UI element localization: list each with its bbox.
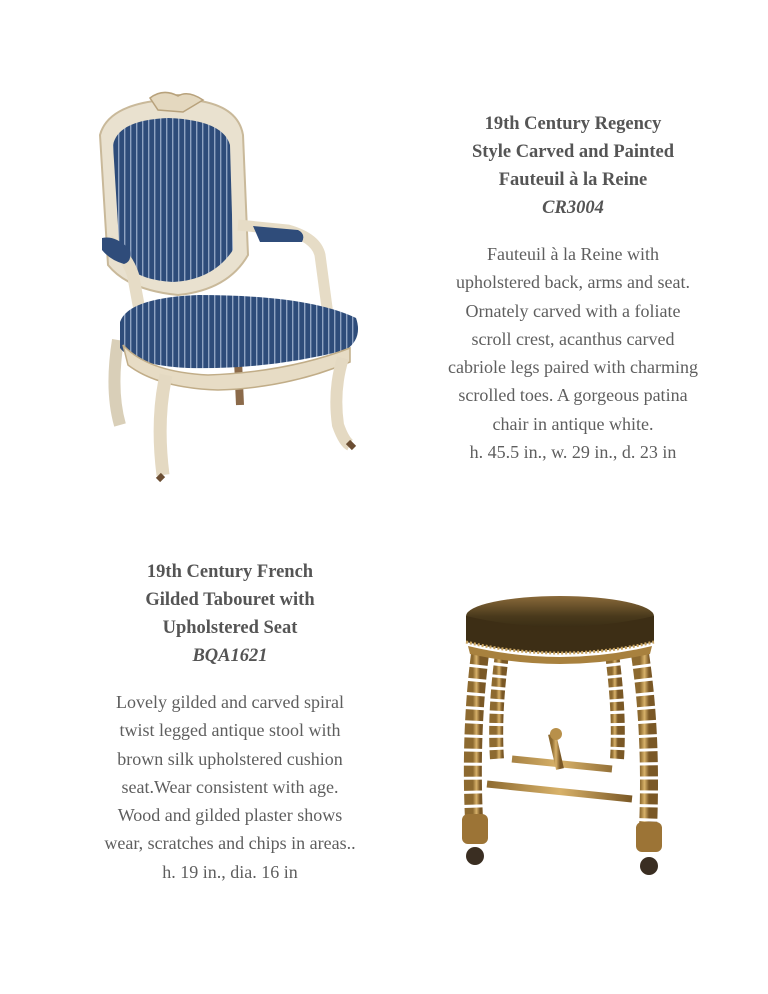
dimensions: h. 45.5 in., w. 29 in., d. 23 in	[469, 442, 677, 463]
product-code: CR3004	[542, 198, 604, 218]
description-line: chair in antique white.	[492, 413, 654, 434]
description-line: seat.Wear consistent with age.	[121, 776, 339, 797]
description-line: cabriole legs paired with charming	[448, 357, 698, 378]
title-line: 19th Century Regency	[484, 114, 662, 134]
product-title	[418, 110, 728, 194]
armchair-image	[88, 90, 363, 485]
description-line: Lovely gilded and carved spiral	[116, 692, 344, 712]
title-line: Upholstered Seat	[162, 618, 298, 638]
description-line: wear, scratches and chips in areas..	[104, 833, 356, 854]
dimensions: h. 19 in., dia. 16 in	[162, 861, 298, 882]
description-line: scrolled toes. A gorgeous patina	[458, 385, 688, 406]
stool-image	[452, 594, 667, 879]
description-line: scroll crest, acanthus carved	[471, 328, 675, 349]
product-description	[70, 688, 390, 886]
product-stool	[70, 558, 390, 886]
product-description	[418, 240, 728, 466]
product-chair	[418, 110, 728, 466]
title-line: Style Carved and Painted	[472, 142, 674, 162]
description-line: twist legged antique stool with	[119, 720, 341, 741]
title-line: Fauteuil à la Reine	[498, 170, 648, 190]
product-title	[70, 558, 390, 642]
description-line: brown silk upholstered cushion	[117, 748, 343, 769]
title-line: Gilded Tabouret with	[145, 590, 315, 610]
description-line: Wood and gilded plaster shows	[117, 805, 343, 826]
title-line: 19th Century French	[146, 562, 314, 582]
description-line: upholstered back, arms and seat.	[456, 272, 690, 293]
description-line: Fauteuil à la Reine with	[487, 244, 659, 264]
product-code: BQA1621	[192, 646, 268, 666]
description-line: Ornately carved with a foliate	[465, 300, 681, 321]
